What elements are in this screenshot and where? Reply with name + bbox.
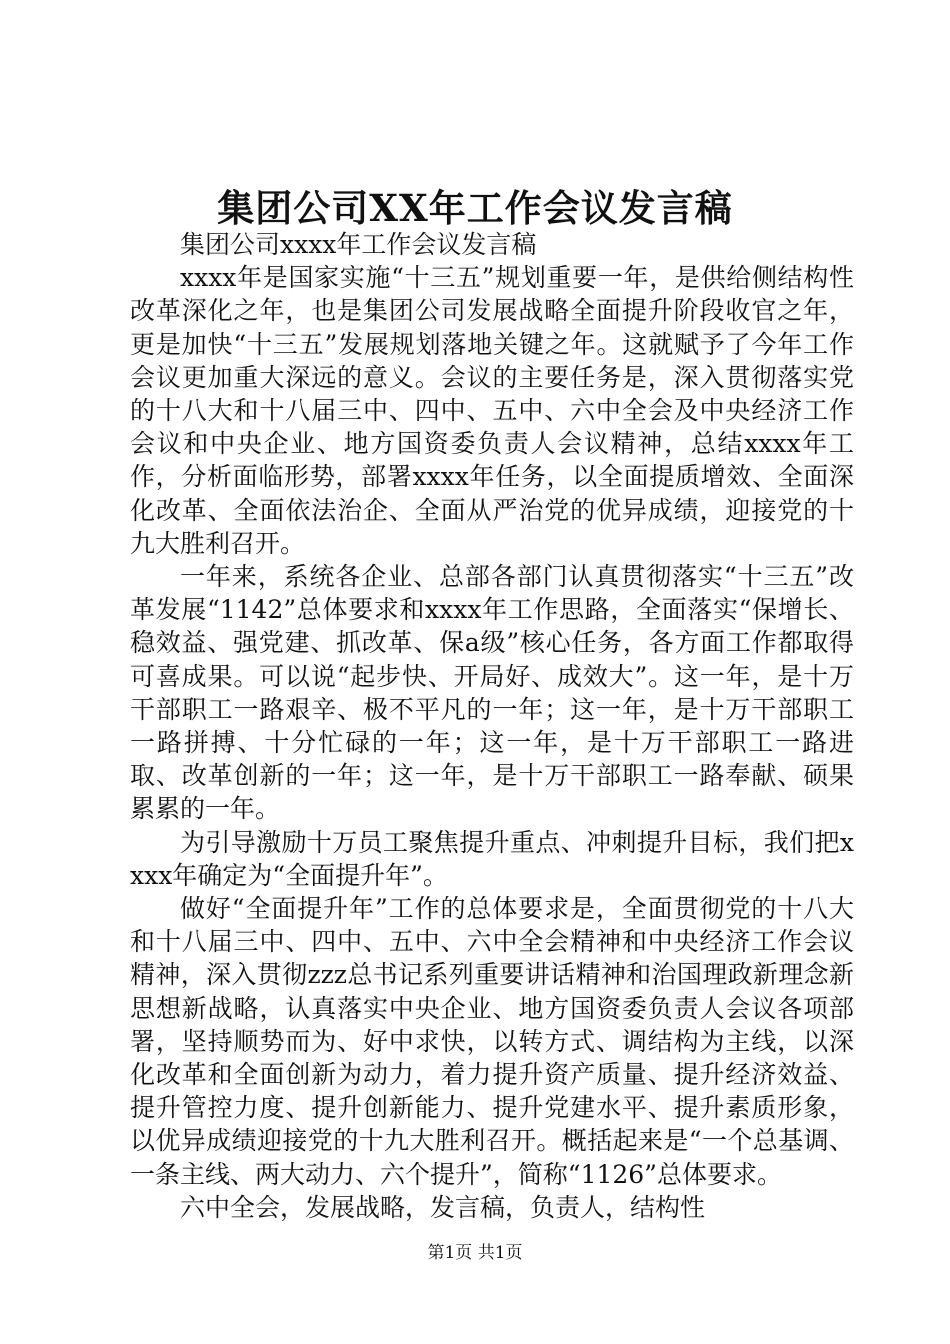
document-title: 集团公司XX年工作会议发言稿 <box>217 186 733 230</box>
paragraph-heading-repeat: 集团公司xxxx年工作会议发言稿 <box>180 230 537 259</box>
paragraph-intro: xxxx年是国家实施“十三五”规划重要一年，是供给侧结构性改革深化之年，也是集团公司发展战略全面提升阶段收官之年，更是加快“十三五”发展规划落地关键之年。这就赋予了今年工作会议更加重大深远的意义。会议的主要任务是，深入贯彻落实党的十八大和十八届三中、四中、五中、六中全会及中央经济工作会议和中央企业、地方国资委负责人会议精神，总结xxxx年工作，分析面临形势，部署xxxx年任务，以全面提质增效、全面深化改革、全面依法治企、全面从严治党的优异成绩，迎接党的十九大胜利召开。 <box>130 263 854 558</box>
page-footer: 第1页 共1页 <box>427 1243 523 1263</box>
paragraph-theme: 为引导激励十万员工聚焦提升重点、冲刺提升目标，我们把xxxx年确定为“全面提升年”。 <box>130 827 854 890</box>
document-body <box>130 228 854 1224</box>
paragraph-keywords: 六中全会，发展战略，发言稿，负责人，结构性 <box>180 1192 706 1222</box>
paragraph-review: 一年来，系统各企业、总部各部门认真贯彻落实“十三五”改革发展“1142”总体要求和xxxx年工作思路，全面落实“保增长、稳效益、强党建、抓改革、保a级”核心任务，各方面工作都取得可喜成果。可以说“起步快、开局好、成效大”。这一年，是十万干部职工一路艰辛、极不平凡的一年；这一年，是十万干部职工一路拼搏、十分忙碌的一年；这一年，是十万干部职工一路进取、改革创新的一年；这一年，是十万干部职工一路奉献、硕果累累的一年。 <box>130 562 854 824</box>
paragraph-requirements: 做好“全面提升年”工作的总体要求是，全面贯彻党的十八大和十八届三中、四中、五中、六中全会精神和中央经济工作会议精神，深入贯彻zzz总书记系列重要讲话精神和治国理政新理念新思想新战略，认真落实中央企业、地方国资委负责人会议各项部署，坚持顺势而为、好中求快，以转方式、调结构为主线，以深化改革和全面创新为动力，着力提升资产质量、提升经济效益、提升管控力度、提升创新能力、提升党建水平、提升素质形象，以优异成绩迎接党的十九大胜利召开。概括起来是“一个总基调、一条主线、两大动力、六个提升”，简称“1126”总体要求。 <box>130 894 854 1189</box>
